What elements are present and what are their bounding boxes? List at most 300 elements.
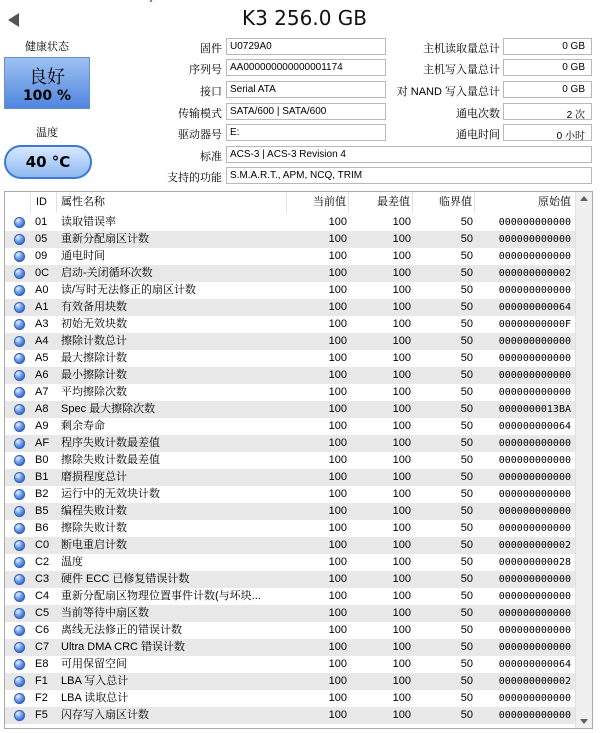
current-value: 100 — [328, 692, 347, 704]
attribute-name: Spec 最大擦除次数 — [61, 403, 156, 415]
raw-value: 0000000013BA — [498, 404, 571, 415]
current-value: 100 — [328, 522, 347, 534]
threshold-value: 50 — [460, 335, 473, 347]
raw-value: 000000000000 — [498, 370, 571, 381]
attribute-name: 有效备用块数 — [61, 301, 127, 313]
status-dot-cell — [10, 520, 26, 537]
transfer-mode-label: 传输模式 — [178, 108, 222, 120]
raw-value: 000000000000 — [498, 574, 571, 585]
worst-value: 100 — [392, 556, 411, 568]
interface-value: Serial ATA — [226, 81, 386, 98]
worst-value: 100 — [392, 641, 411, 653]
threshold-value: 50 — [460, 301, 473, 313]
table-row[interactable] — [5, 384, 592, 401]
attribute-id: B5 — [35, 505, 49, 517]
worst-value: 100 — [392, 420, 411, 432]
tab-accent — [150, 0, 152, 2]
table-row[interactable] — [5, 401, 592, 418]
threshold-value: 50 — [460, 692, 473, 704]
current-value: 100 — [328, 284, 347, 296]
table-row[interactable] — [5, 282, 592, 299]
health-status-text: 良好 — [29, 67, 65, 88]
raw-value: 000000000000 — [498, 489, 571, 500]
blue-status-dot-icon — [14, 659, 25, 670]
raw-value: 000000000002 — [498, 676, 571, 687]
table-row[interactable] — [5, 605, 592, 622]
table-row[interactable] — [5, 435, 592, 452]
attribute-id: B6 — [35, 522, 49, 534]
table-row[interactable] — [5, 690, 592, 707]
threshold-value: 50 — [460, 454, 473, 466]
blue-status-dot-icon — [14, 404, 25, 415]
firmware-label: 固件 — [200, 43, 222, 55]
status-dot-cell — [10, 537, 26, 554]
raw-value: 000000000002 — [498, 268, 571, 279]
status-dot-cell — [10, 656, 26, 673]
blue-status-dot-icon — [14, 217, 25, 228]
table-row[interactable] — [5, 639, 592, 656]
attribute-name: 离线无法修正的错误计数 — [61, 624, 182, 636]
worst-value: 100 — [392, 250, 411, 262]
threshold-value: 50 — [460, 675, 473, 687]
status-dot-cell — [10, 401, 26, 418]
temperature-label: 温度 — [36, 127, 58, 139]
table-row[interactable] — [5, 231, 592, 248]
threshold-value: 50 — [460, 607, 473, 619]
firmware-value: U0729A0 — [226, 38, 386, 55]
attribute-name: 通电时间 — [61, 250, 105, 262]
attribute-name: 闪存写入扇区计数 — [61, 709, 149, 721]
blue-status-dot-icon — [14, 472, 25, 483]
attribute-name: 程序失败计数最差值 — [61, 437, 160, 449]
table-row[interactable] — [5, 486, 592, 503]
status-dot-cell — [10, 316, 26, 333]
table-row[interactable] — [5, 452, 592, 469]
blue-status-dot-icon — [14, 608, 25, 619]
raw-value: 000000000000 — [498, 642, 571, 653]
status-dot-cell — [10, 554, 26, 571]
worst-value: 100 — [392, 454, 411, 466]
table-row[interactable] — [5, 469, 592, 486]
blue-status-dot-icon — [14, 421, 25, 432]
table-row[interactable] — [5, 333, 592, 350]
worst-value: 100 — [392, 369, 411, 381]
current-value: 100 — [328, 556, 347, 568]
attribute-name: 重新分配扇区计数 — [61, 233, 149, 245]
blue-status-dot-icon — [14, 710, 25, 721]
attribute-id: A6 — [35, 369, 49, 381]
worst-value: 100 — [392, 301, 411, 313]
raw-value: 000000000000 — [498, 217, 571, 228]
threshold-value: 50 — [460, 386, 473, 398]
worst-value: 100 — [392, 692, 411, 704]
blue-status-dot-icon — [14, 557, 25, 568]
drive-letter-value: E: — [226, 124, 386, 141]
attribute-id: C7 — [35, 641, 50, 653]
status-dot-cell — [10, 639, 26, 656]
status-dot-cell — [10, 282, 26, 299]
serial-value: AA000000000000001174 — [226, 59, 386, 76]
attribute-id: 01 — [35, 216, 48, 228]
blue-status-dot-icon — [14, 574, 25, 585]
threshold-value: 50 — [460, 505, 473, 517]
raw-value: 000000000000 — [498, 591, 571, 602]
threshold-value: 50 — [460, 573, 473, 585]
attribute-name: 编程失败计数 — [61, 505, 127, 517]
status-dot-cell — [10, 299, 26, 316]
blue-status-dot-icon — [14, 336, 25, 347]
threshold-value: 50 — [460, 488, 473, 500]
worst-value: 100 — [392, 318, 411, 330]
raw-value: 000000000002 — [498, 540, 571, 551]
transfer-mode-value: SATA/600 | SATA/600 — [226, 103, 386, 120]
threshold-value: 50 — [460, 250, 473, 262]
blue-status-dot-icon — [14, 387, 25, 398]
raw-value: 000000000028 — [498, 557, 571, 568]
attribute-name: 运行中的无效块计数 — [61, 488, 160, 500]
status-dot-cell — [10, 588, 26, 605]
disk-model-title: K3 256.0 GB — [241, 6, 368, 30]
blue-status-dot-icon — [14, 353, 25, 364]
attribute-name: 重新分配扇区物理位置事件计数(与坏块... — [61, 590, 261, 602]
table-row[interactable] — [5, 537, 592, 554]
raw-value: 000000000000 — [498, 693, 571, 704]
status-dot-cell — [10, 707, 26, 724]
table-row[interactable] — [5, 350, 592, 367]
blue-status-dot-icon — [14, 319, 25, 330]
attribute-id: A4 — [35, 335, 49, 347]
blue-status-dot-icon — [14, 625, 25, 636]
attribute-name: 读取错误率 — [61, 216, 116, 228]
host-reads-label: 主机读取量总计 — [423, 43, 500, 55]
blue-status-dot-icon — [14, 523, 25, 534]
status-dot-cell — [10, 231, 26, 248]
attribute-id: 09 — [35, 250, 48, 262]
attribute-name: LBA 读取总计 — [61, 692, 129, 704]
table-row[interactable] — [5, 265, 592, 282]
raw-value: 000000000000 — [498, 387, 571, 398]
attribute-id: E8 — [35, 658, 49, 670]
host-writes-label: 主机写入量总计 — [423, 64, 500, 76]
table-body — [5, 214, 592, 724]
table-row[interactable] — [5, 588, 592, 605]
worst-value: 100 — [392, 233, 411, 245]
table-header — [5, 192, 592, 213]
current-value: 100 — [328, 658, 347, 670]
attribute-id: C5 — [35, 607, 50, 619]
worst-value: 100 — [392, 216, 411, 228]
standard-label: 标准 — [200, 151, 222, 163]
threshold-value: 50 — [460, 369, 473, 381]
worst-value: 100 — [392, 624, 411, 636]
attribute-name: 读/写时无法修正的扇区计数 — [61, 284, 197, 296]
table-row[interactable] — [5, 673, 592, 690]
worst-value: 100 — [392, 658, 411, 670]
attribute-id: C4 — [35, 590, 50, 602]
raw-value: 000000000064 — [498, 421, 571, 432]
temperature-box[interactable]: 40 °C — [4, 145, 92, 179]
worst-value: 100 — [392, 488, 411, 500]
scroll-down-arrow-icon[interactable] — [580, 719, 588, 724]
raw-value: 000000000064 — [498, 659, 571, 670]
raw-value: 00000000000F — [498, 319, 571, 330]
worst-value: 100 — [392, 403, 411, 415]
blue-status-dot-icon — [14, 234, 25, 245]
table-row[interactable] — [5, 418, 592, 435]
table-row[interactable] — [5, 248, 592, 265]
current-value: 100 — [328, 624, 347, 636]
status-dot-cell — [10, 265, 26, 282]
raw-value: 000000000000 — [498, 251, 571, 262]
threshold-value: 50 — [460, 352, 473, 364]
host-reads-value: 0 GB — [503, 38, 592, 55]
current-value: 100 — [328, 352, 347, 364]
current-value: 100 — [328, 539, 347, 551]
worst-value: 100 — [392, 590, 411, 602]
current-value: 100 — [328, 641, 347, 653]
current-value: 100 — [328, 471, 347, 483]
features-value: S.M.A.R.T., APM, NCQ, TRIM — [226, 167, 592, 184]
attribute-name: 硬件 ECC 已修复错误计数 — [61, 573, 190, 585]
current-value: 100 — [328, 301, 347, 313]
worst-value: 100 — [392, 675, 411, 687]
blue-status-dot-icon — [14, 676, 25, 687]
raw-value: 000000000000 — [498, 523, 571, 534]
attribute-id: A9 — [35, 420, 49, 432]
attribute-name: 最大擦除计数 — [61, 352, 127, 364]
current-value: 100 — [328, 216, 347, 228]
status-dot-cell — [10, 333, 26, 350]
power-on-hours-label: 通电时间 — [456, 129, 500, 141]
status-dot-cell — [10, 384, 26, 401]
threshold-value: 50 — [460, 658, 473, 670]
worst-value: 100 — [392, 471, 411, 483]
raw-value: 000000000000 — [498, 472, 571, 483]
worst-value: 100 — [392, 573, 411, 585]
worst-value: 100 — [392, 539, 411, 551]
power-on-count-value: 2 次 — [503, 103, 592, 120]
worst-value: 100 — [392, 522, 411, 534]
worst-value: 100 — [392, 709, 411, 721]
raw-value: 000000000000 — [498, 710, 571, 721]
table-row[interactable] — [5, 520, 592, 537]
attribute-id: C3 — [35, 573, 50, 585]
threshold-value: 50 — [460, 522, 473, 534]
table-row[interactable] — [5, 214, 592, 231]
blue-status-dot-icon — [14, 693, 25, 704]
smart-attributes-table[interactable] — [4, 191, 593, 729]
raw-value: 000000000064 — [498, 302, 571, 313]
blue-status-dot-icon — [14, 438, 25, 449]
table-row[interactable] — [5, 316, 592, 333]
status-dot-cell — [10, 469, 26, 486]
threshold-value: 50 — [460, 420, 473, 432]
status-dot-cell — [10, 503, 26, 520]
attribute-name: 当前等待中扇区数 — [61, 607, 149, 619]
attribute-name: 磨损程度总计 — [61, 471, 127, 483]
nand-writes-label: 对 NAND 写入量总计 — [396, 86, 500, 98]
attribute-id: F2 — [35, 692, 48, 704]
blue-status-dot-icon — [14, 251, 25, 262]
threshold-value: 50 — [460, 267, 473, 279]
status-dot-cell — [10, 486, 26, 503]
current-value: 100 — [328, 437, 347, 449]
current-value: 100 — [328, 590, 347, 602]
attribute-name: 启动-关闭循环次数 — [61, 267, 153, 279]
header-raw[interactable]: 原始值 — [538, 196, 571, 208]
worst-value: 100 — [392, 267, 411, 279]
raw-value: 000000000000 — [498, 234, 571, 245]
header-icon-col — [5, 192, 31, 213]
threshold-value: 50 — [460, 641, 473, 653]
current-value: 100 — [328, 454, 347, 466]
raw-value: 000000000000 — [498, 608, 571, 619]
current-value: 100 — [328, 267, 347, 279]
threshold-value: 50 — [460, 233, 473, 245]
threshold-value: 50 — [460, 590, 473, 602]
attribute-name: 擦除失败计数最差值 — [61, 454, 160, 466]
current-value: 100 — [328, 709, 347, 721]
raw-value: 000000000000 — [498, 625, 571, 636]
blue-status-dot-icon — [14, 455, 25, 466]
table-row[interactable] — [5, 554, 592, 571]
attribute-id: F5 — [35, 709, 48, 721]
health-status-label: 健康状态 — [25, 41, 69, 53]
table-row[interactable] — [5, 503, 592, 520]
worst-value: 100 — [392, 505, 411, 517]
threshold-value: 50 — [460, 471, 473, 483]
attribute-name: 初始无效块数 — [61, 318, 127, 330]
attribute-id: C2 — [35, 556, 50, 568]
worst-value: 100 — [392, 352, 411, 364]
threshold-value: 50 — [460, 437, 473, 449]
status-dot-cell — [10, 350, 26, 367]
standard-value: ACS-3 | ACS-3 Revision 4 — [226, 146, 592, 163]
current-value: 100 — [328, 420, 347, 432]
scroll-up-arrow-icon[interactable] — [580, 196, 588, 201]
worst-value: 100 — [392, 284, 411, 296]
worst-value: 100 — [392, 607, 411, 619]
current-value: 100 — [328, 403, 347, 415]
threshold-value: 50 — [460, 318, 473, 330]
status-dot-cell — [10, 367, 26, 384]
raw-value: 000000000000 — [498, 285, 571, 296]
status-dot-cell — [10, 452, 26, 469]
table-row[interactable] — [5, 367, 592, 384]
current-value: 100 — [328, 505, 347, 517]
interface-label: 接口 — [200, 86, 222, 98]
raw-value: 000000000000 — [498, 438, 571, 449]
attribute-name: 可用保留空间 — [61, 658, 127, 670]
attribute-id: F1 — [35, 675, 48, 687]
attribute-name: 最小擦除计数 — [61, 369, 127, 381]
table-row[interactable] — [5, 707, 592, 724]
raw-value: 000000000000 — [498, 353, 571, 364]
current-value: 100 — [328, 250, 347, 262]
blue-status-dot-icon — [14, 489, 25, 500]
attribute-id: B2 — [35, 488, 49, 500]
attribute-id: A7 — [35, 386, 49, 398]
current-value: 100 — [328, 318, 347, 330]
threshold-value: 50 — [460, 709, 473, 721]
attribute-id: B1 — [35, 471, 49, 483]
header-id[interactable]: ID — [31, 192, 57, 213]
table-row[interactable] — [5, 656, 592, 673]
attribute-id: B0 — [35, 454, 49, 466]
nand-writes-value: 0 GB — [503, 81, 592, 98]
blue-status-dot-icon — [14, 268, 25, 279]
threshold-value: 50 — [460, 556, 473, 568]
attribute-id: A8 — [35, 403, 49, 415]
worst-value: 100 — [392, 335, 411, 347]
blue-status-dot-icon — [14, 370, 25, 381]
header-threshold[interactable]: 临界值 — [413, 192, 475, 213]
attribute-id: A1 — [35, 301, 49, 313]
header-worst[interactable]: 最差值 — [349, 192, 413, 213]
health-percent: 100 % — [22, 88, 72, 104]
raw-value: 000000000000 — [498, 336, 571, 347]
attribute-name: 平均擦除次数 — [61, 386, 127, 398]
worst-value: 100 — [392, 386, 411, 398]
attribute-id: A3 — [35, 318, 49, 330]
status-dot-cell — [10, 435, 26, 452]
features-label: 支持的功能 — [167, 172, 222, 184]
current-value: 100 — [328, 573, 347, 585]
header-current[interactable]: 当前值 — [287, 192, 349, 213]
current-value: 100 — [328, 386, 347, 398]
current-value: 100 — [328, 369, 347, 381]
raw-value: 000000000000 — [498, 455, 571, 466]
attribute-name: 温度 — [61, 556, 83, 568]
current-value: 100 — [328, 233, 347, 245]
health-status-box[interactable] — [4, 57, 90, 109]
attribute-id: C6 — [35, 624, 50, 636]
current-value: 100 — [328, 488, 347, 500]
blue-status-dot-icon — [14, 591, 25, 602]
header-name[interactable]: 属性名称 — [57, 192, 287, 213]
threshold-value: 50 — [460, 216, 473, 228]
attribute-id: A0 — [35, 284, 49, 296]
table-row[interactable] — [5, 571, 592, 588]
window-top-strip — [0, 0, 609, 2]
attribute-name: Ultra DMA CRC 错误计数 — [61, 641, 186, 653]
host-writes-value: 0 GB — [503, 59, 592, 76]
attribute-name: 擦除计数总计 — [61, 335, 127, 347]
current-value: 100 — [328, 335, 347, 347]
worst-value: 100 — [392, 437, 411, 449]
blue-status-dot-icon — [14, 506, 25, 517]
status-dot-cell — [10, 418, 26, 435]
status-dot-cell — [10, 622, 26, 639]
attribute-id: AF — [35, 437, 50, 449]
status-dot-cell — [10, 673, 26, 690]
power-on-hours-value: 0 小时 — [503, 124, 592, 141]
attribute-id: C0 — [35, 539, 50, 551]
attribute-id: A5 — [35, 352, 49, 364]
status-dot-cell — [10, 571, 26, 588]
drive-letter-label: 驱动器号 — [178, 129, 222, 141]
table-row[interactable] — [5, 622, 592, 639]
blue-status-dot-icon — [14, 540, 25, 551]
status-dot-cell — [10, 605, 26, 622]
attribute-name: 剩余寿命 — [61, 420, 105, 432]
vertical-scrollbar[interactable] — [575, 192, 592, 728]
blue-status-dot-icon — [14, 302, 25, 313]
table-row[interactable] — [5, 299, 592, 316]
serial-label: 序列号 — [189, 64, 222, 76]
attribute-name: 擦除失败计数 — [61, 522, 127, 534]
power-on-count-label: 通电次数 — [456, 108, 500, 120]
